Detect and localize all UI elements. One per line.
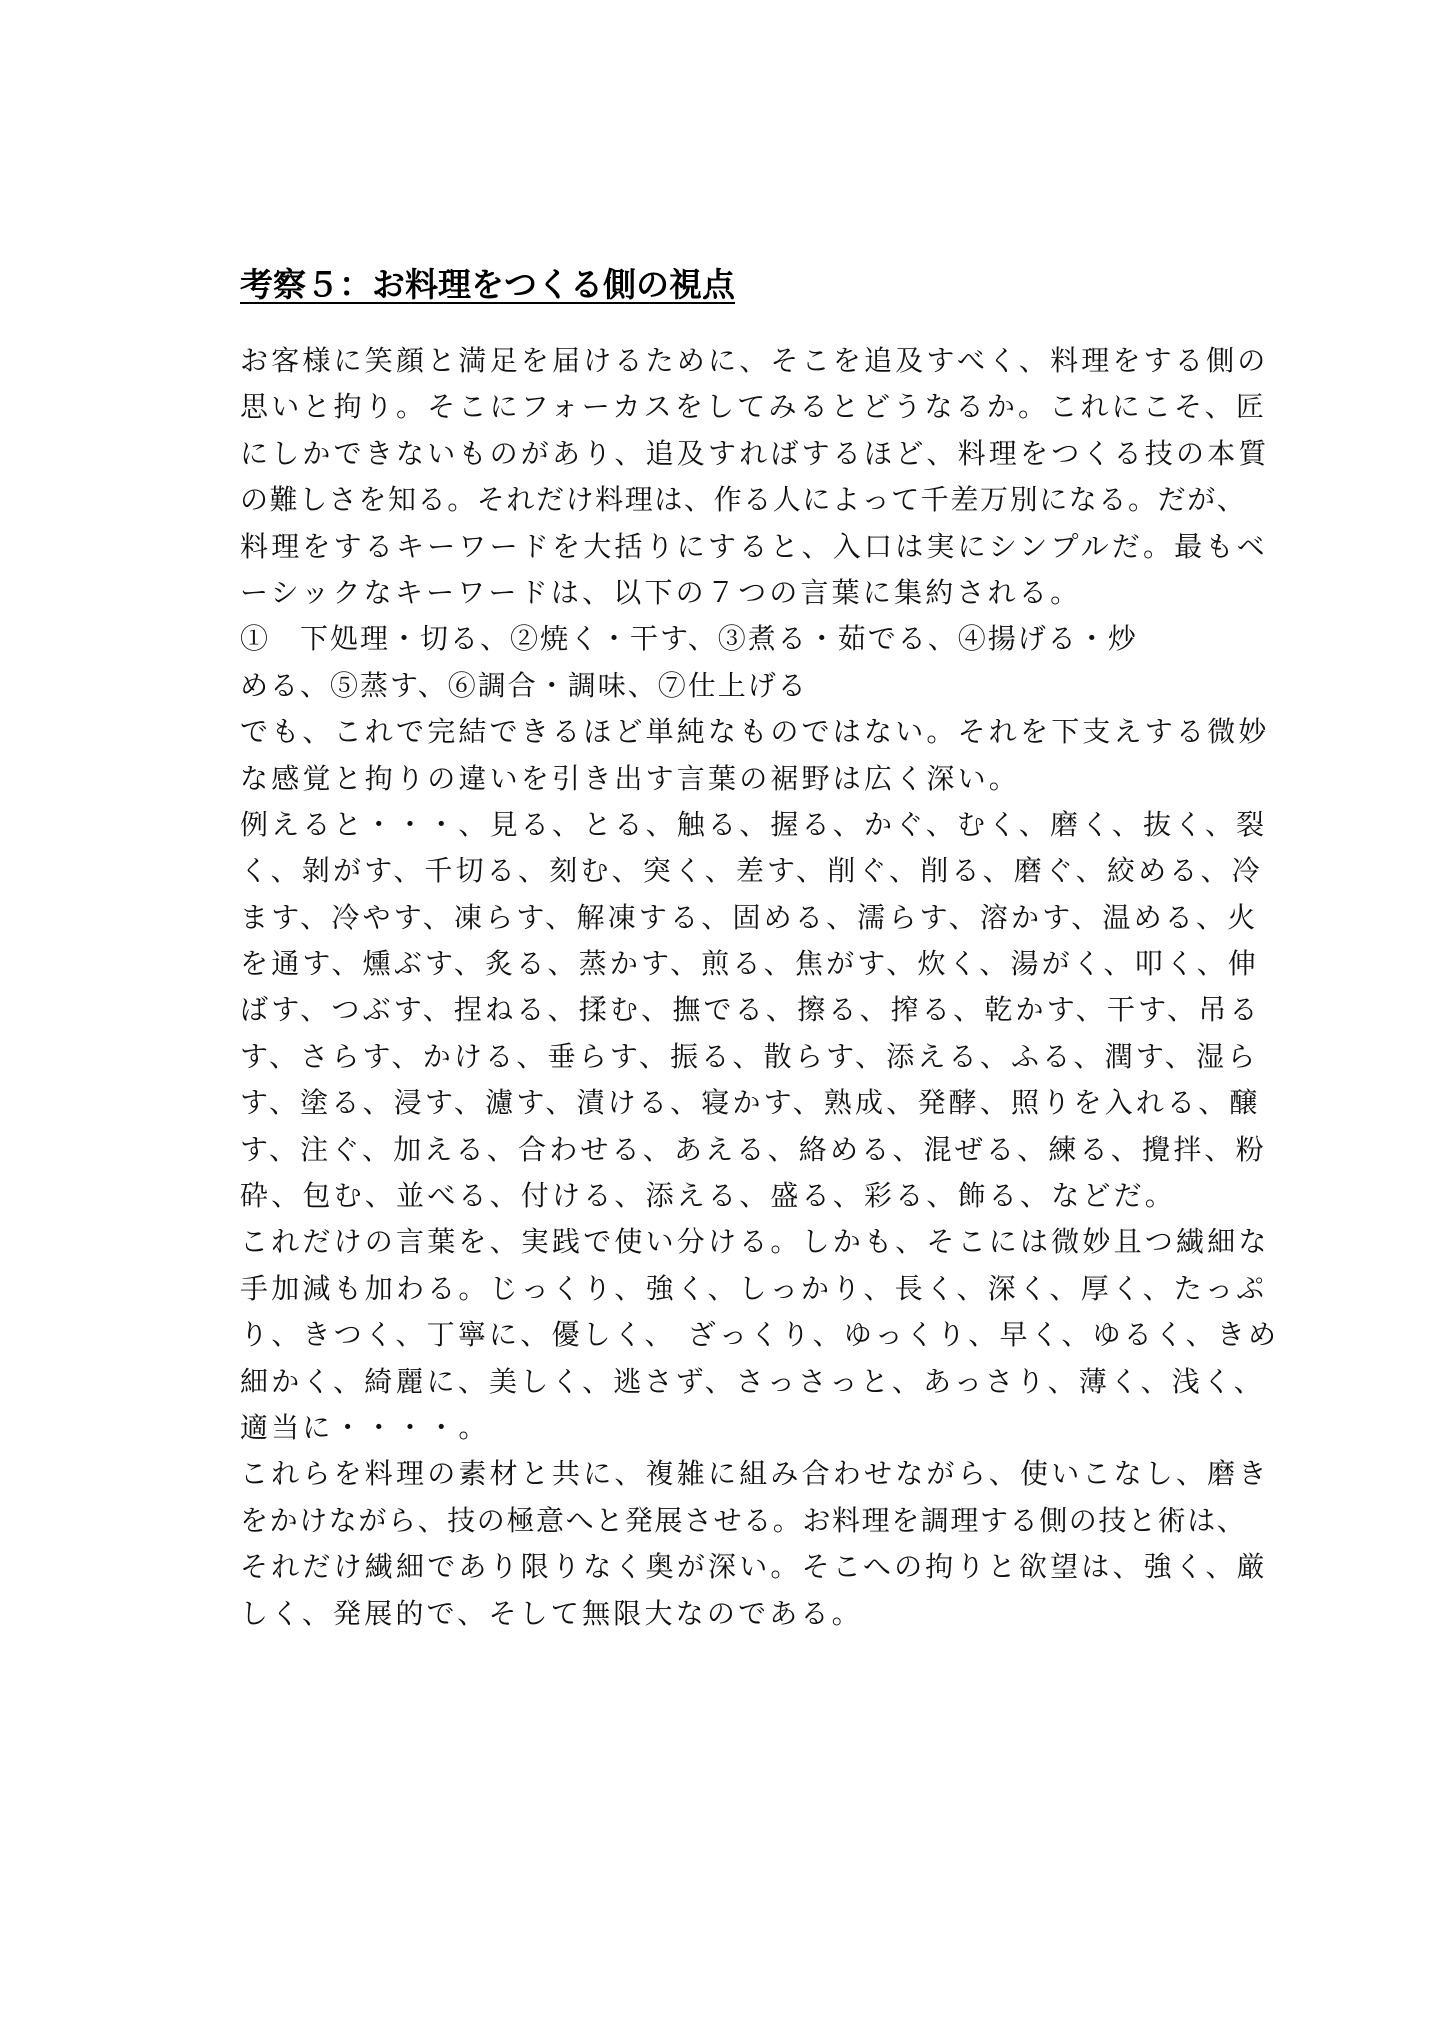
body-line: す、注ぐ、加える、合わせる、あえる、絡める、混ぜる、練る、攪拌、粉: [240, 1132, 1267, 1166]
body-line: 砕、包む、並べる、付ける、添える、盛る、彩る、飾る、などだ。: [240, 1179, 1177, 1213]
body-line: 細かく、綺麗に、美しく、逃さず、さっさっと、あっさり、薄く、浅く、: [240, 1364, 1265, 1398]
body-line: お客様に笑顔と満足を届けるために、そこを追及すべく、料理をする側の: [240, 344, 1269, 377]
body-line: す、さらす、かける、垂らす、振る、散らす、添える、ふる、潤す、湿ら: [240, 1039, 1259, 1073]
body-line: 例えると・・・、見る、とる、触る、握る、かぐ、むく、磨く、抜く、裂: [240, 807, 1268, 841]
body-line: ばす、つぶす、捏ねる、揉む、撫でる、擦る、搾る、乾かす、干す、吊る: [240, 993, 1261, 1027]
body-line: でも、これで完結できるほど単純なものではない。それを下支えする微妙: [240, 715, 1270, 749]
body-line: 思いと拘り。そこにフォーカスをしてみるとどうなるか。これにこそ、匠: [240, 390, 1268, 424]
body-line: 料理をするキーワードを大括りにすると、入口は実にシンプルだ。最もベ: [240, 529, 1268, 563]
body-line: それだけ繊細であり限りなく奥が深い。そこへの拘りと欲望は、強く、厳: [240, 1550, 1268, 1584]
body-line: これだけの言葉を、実践で使い分ける。しかも、そこには微妙且つ繊細な: [240, 1225, 1270, 1259]
body-line: める、⑤蒸す、⑥調合・調味、⑦仕上げる: [240, 668, 808, 702]
body-line: ます、冷やす、凍らす、解凍する、固める、濡らす、溶かす、温める、火: [240, 900, 1259, 934]
body-line: を通す、燻ぶす、炙る、蒸かす、煎る、焦がす、炊く、湯がく、叩く、伸: [240, 947, 1259, 981]
body-line: 手加減も加わる。じっくり、強く、しっかり、長く、深く、厚く、たっぷ: [240, 1271, 1268, 1305]
body-line: をかけながら、技の極意へと発展させる。お料理を調理する側の技と術は、: [240, 1503, 1247, 1537]
body-line: の難しさを知る。それだけ料理は、作る人によって千差万別になる。だが、: [240, 483, 1247, 517]
body-line: な感覚と拘りの違いを引き出す言葉の裾野は広く深い。: [240, 761, 1021, 795]
section-title: 考察５：お料理をつくる側の視点: [240, 265, 735, 304]
body-text: [240, 338, 1280, 1637]
body-line: これらを料理の素材と共に、複雑に組み合わせながら、使いこなし、磨き: [240, 1457, 1270, 1491]
body-line: しく、発展的で、そして無限大なのである。: [240, 1596, 863, 1630]
body-line: 適当に・・・・。: [240, 1410, 490, 1444]
body-line: にしかできないものがあり、追及すればするほど、料理をつくる技の本質: [240, 436, 1270, 470]
body-line: ① 下処理・切る、②焼く・干す、③煮る・茹でる、④揚げる・炒: [240, 622, 1138, 656]
body-line: ーシックなキーワードは、以下の７つの言葉に集約される。: [240, 575, 1082, 609]
body-line: く、剝がす、千切る、刻む、突く、差す、削ぐ、削る、磨ぐ、絞める、冷: [240, 854, 1263, 888]
body-line: す、塗る、浸す、濾す、漬ける、寝かす、熟成、発酵、照りを入れる、醸: [240, 1086, 1261, 1120]
body-line: り、きつく、丁寧に、優しく、 ざっくり、ゆっくり、早く、ゆるく、きめ: [240, 1318, 1280, 1352]
